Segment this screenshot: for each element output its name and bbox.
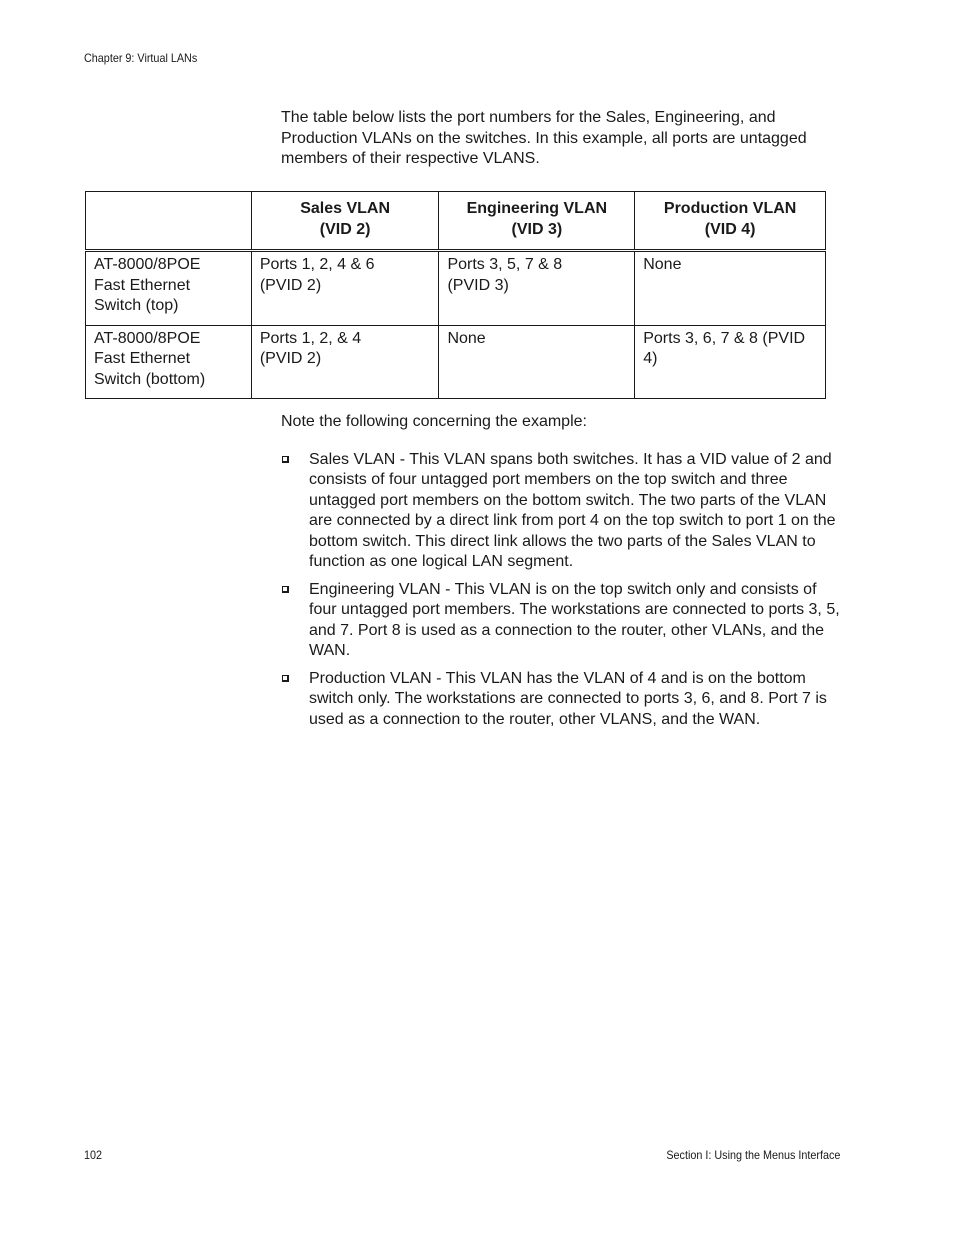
header-engineering-title: Engineering VLAN xyxy=(466,200,608,217)
switch-model: AT-8000/8POE xyxy=(94,256,201,273)
vlan-port-table xyxy=(85,191,826,399)
sales-pvid: (PVID 2) xyxy=(259,276,322,294)
engineering-ports: Ports 3, 5, 7 & 8 xyxy=(447,256,563,273)
note-text-engineering: Engineering VLAN - This VLAN is on the top switch only and consists of four untagged port members. The workstations are connected to ports 3, 5, and 7. Port 8 is used as a connection to the router, other VLANs, and the WAN. xyxy=(309,580,840,660)
list-item xyxy=(281,450,841,572)
cell-engineering-ports xyxy=(439,325,635,399)
notes-list xyxy=(281,450,841,738)
switch-type: Fast Ethernet xyxy=(94,350,191,367)
header-engineering-vid: (VID 3) xyxy=(511,220,563,238)
switch-position: Switch (bottom) xyxy=(94,370,206,388)
table-row xyxy=(86,325,826,399)
section-title: Section I: Using the Menus Interface xyxy=(665,1148,840,1162)
switch-model: AT-8000/8POE xyxy=(94,329,201,347)
engineering-pvid: (PVID 3) xyxy=(447,276,509,294)
header-production-vid: (VID 4) xyxy=(704,220,756,238)
sales-ports: Ports 1, 2, 4 & 6 xyxy=(259,256,375,273)
cell-sales-ports xyxy=(251,325,439,399)
note-intro: Note the following concerning the example: xyxy=(281,413,587,430)
list-item xyxy=(281,669,841,730)
header-production-title: Production VLAN xyxy=(663,200,797,217)
running-header: Chapter 9: Virtual LANs xyxy=(84,51,198,65)
switch-type: Fast Ethernet xyxy=(94,276,191,294)
header-sales-title: Sales VLAN xyxy=(300,200,391,217)
table-row xyxy=(86,251,826,326)
table-header-row xyxy=(86,192,826,251)
production-ports: Ports 3, 6, 7 & 8 (PVID xyxy=(643,329,806,347)
checkbox-bullet-icon xyxy=(282,456,289,463)
checkbox-bullet-icon xyxy=(282,675,289,682)
note-text-sales: Sales VLAN - This VLAN spans both switches. It has a VID value of 2 and consists of four untagged port members on the top switch and three untagged port members on the bottom switch. The two parts of the VLAN are connected by a direct link from port 4 on the top switch to port 1 on the bottom switch. This direct link allows the two parts of the Sales VLAN to function as one logical LAN segment. xyxy=(309,451,836,571)
cell-production-ports xyxy=(635,325,826,399)
cell-switch-name xyxy=(86,325,252,399)
note-text-production: Production VLAN - This VLAN has the VLAN of 4 and is on the bottom switch only. The workstations are connected to ports 3, 6, and 8. Port 7 is used as a connection to the router, other VLANS, and the WAN. xyxy=(309,670,827,728)
engineering-ports: None xyxy=(447,329,486,347)
checkbox-bullet-icon xyxy=(282,586,289,593)
cell-engineering-ports xyxy=(439,251,635,326)
header-cell-production-vlan xyxy=(635,192,826,251)
page-number: 102 xyxy=(84,1148,103,1162)
production-ports: None xyxy=(643,256,682,273)
sales-pvid: (PVID 2) xyxy=(259,350,322,367)
header-sales-vid: (VID 2) xyxy=(319,220,371,238)
intro-paragraph: The table below lists the port numbers for the Sales, Engineering, and Production VLANs on the switches. In this example, all ports are untagged members of their respective VLANS. xyxy=(281,109,807,167)
cell-sales-ports xyxy=(251,251,439,326)
cell-switch-name xyxy=(86,251,252,326)
header-cell-sales-vlan xyxy=(251,192,439,251)
header-cell-engineering-vlan xyxy=(439,192,635,251)
list-item xyxy=(281,580,841,662)
switch-position: Switch (top) xyxy=(94,297,179,314)
sales-ports: Ports 1, 2, & 4 xyxy=(259,329,362,347)
header-cell-blank xyxy=(86,192,252,251)
production-pvid: 4) xyxy=(643,350,658,367)
cell-production-ports xyxy=(635,251,826,326)
